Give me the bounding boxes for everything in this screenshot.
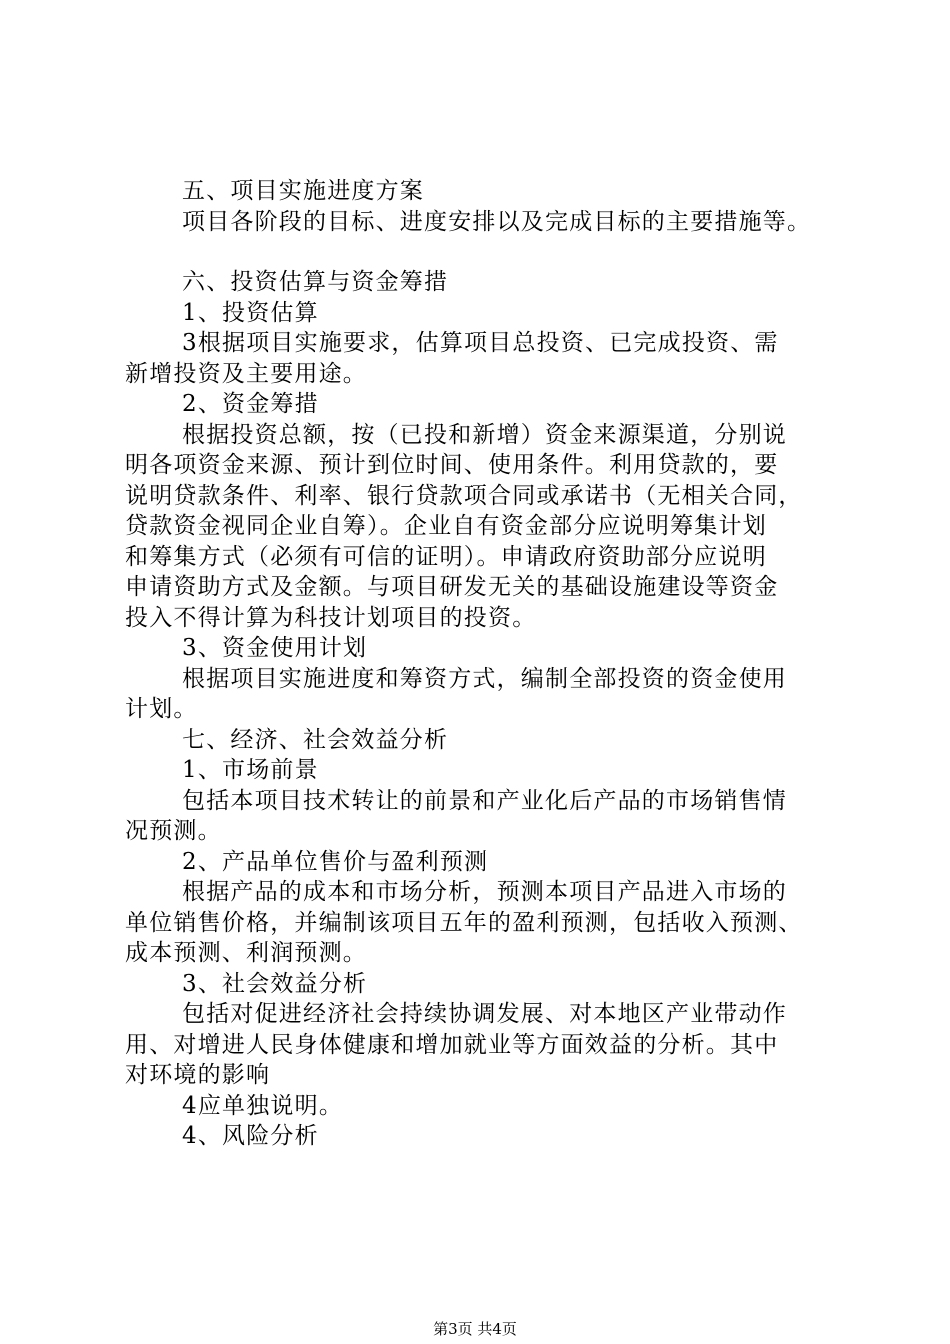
paragraph-line: 说明贷款条件、利率、银行贷款项合同或承诺书（无相关合同， (125, 482, 803, 509)
section-heading-5: 五、项目实施进度方案 (182, 178, 424, 204)
paragraph-line: 包括对促进经济社会持续协调发展、对本地区产业带动作 (182, 1001, 787, 1027)
subheading-market-outlook: 1、市场前景 (182, 757, 319, 783)
paragraph-line: 单位销售价格，并编制该项目五年的盈利预测，包括收入预测、 (125, 909, 803, 936)
subheading-risk-analysis: 4、风险分析 (182, 1123, 319, 1149)
paragraph-line: 况预测。 (125, 818, 222, 844)
paragraph-line: 项目各阶段的目标、进度安排以及完成目标的主要措施等。 (182, 208, 812, 235)
paragraph-line: 申请资助方式及金额。与项目研发无关的基础设施建设等资金 (125, 574, 779, 600)
paragraph-line: 成本预测、利润预测。 (125, 940, 367, 966)
paragraph-line: 3根据项目实施要求，估算项目总投资、已完成投资、需 (182, 330, 779, 356)
paragraph-line: 根据产品的成本和市场分析，预测本项目产品进入市场的 (182, 879, 787, 905)
paragraph-line: 和筹集方式（必须有可信的证明）。申请政府资助部分应说明 (125, 543, 767, 570)
paragraph-line: 计划。 (125, 696, 198, 722)
subheading-fund-use-plan: 3、资金使用计划 (182, 635, 368, 661)
section-heading-6: 六、投资估算与资金筹措 (182, 269, 449, 295)
document-body (125, 176, 845, 1152)
paragraph-line: 4应单独说明。 (182, 1092, 344, 1119)
blank-line (125, 237, 845, 267)
paragraph-line: 贷款资金视同企业自筹）。企业自有资金部分应说明筹集计划 (125, 513, 767, 539)
section-heading-7: 七、经济、社会效益分析 (182, 726, 449, 753)
paragraph-line: 根据项目实施进度和筹资方式，编制全部投资的资金使用 (182, 665, 787, 692)
page-number-footer: 第3页 共4页 (433, 1320, 517, 1338)
subheading-investment-estimate: 1、投资估算 (182, 299, 319, 326)
paragraph-line: 用、对增进人民身体健康和增加就业等方面效益的分析。其中 (125, 1031, 779, 1058)
paragraph-line: 包括本项目技术转让的前景和产业化后产品的市场销售情 (182, 787, 787, 814)
paragraph-line: 投入不得计算为科技计划项目的投资。 (125, 604, 537, 631)
paragraph-line: 明各项资金来源、预计到位时间、使用条件。利用贷款的，要 (125, 452, 779, 478)
paragraph-line: 根据投资总额，按（已投和新增）资金来源渠道，分别说 (182, 421, 787, 448)
paragraph-line: 新增投资及主要用途。 (125, 360, 367, 387)
paragraph-line: 对环境的影响 (125, 1062, 271, 1088)
subheading-fundraising: 2、资金筹措 (182, 391, 319, 417)
subheading-social-benefit: 3、社会效益分析 (182, 970, 368, 997)
subheading-price-profit-forecast: 2、产品单位售价与盈利预测 (182, 848, 489, 875)
